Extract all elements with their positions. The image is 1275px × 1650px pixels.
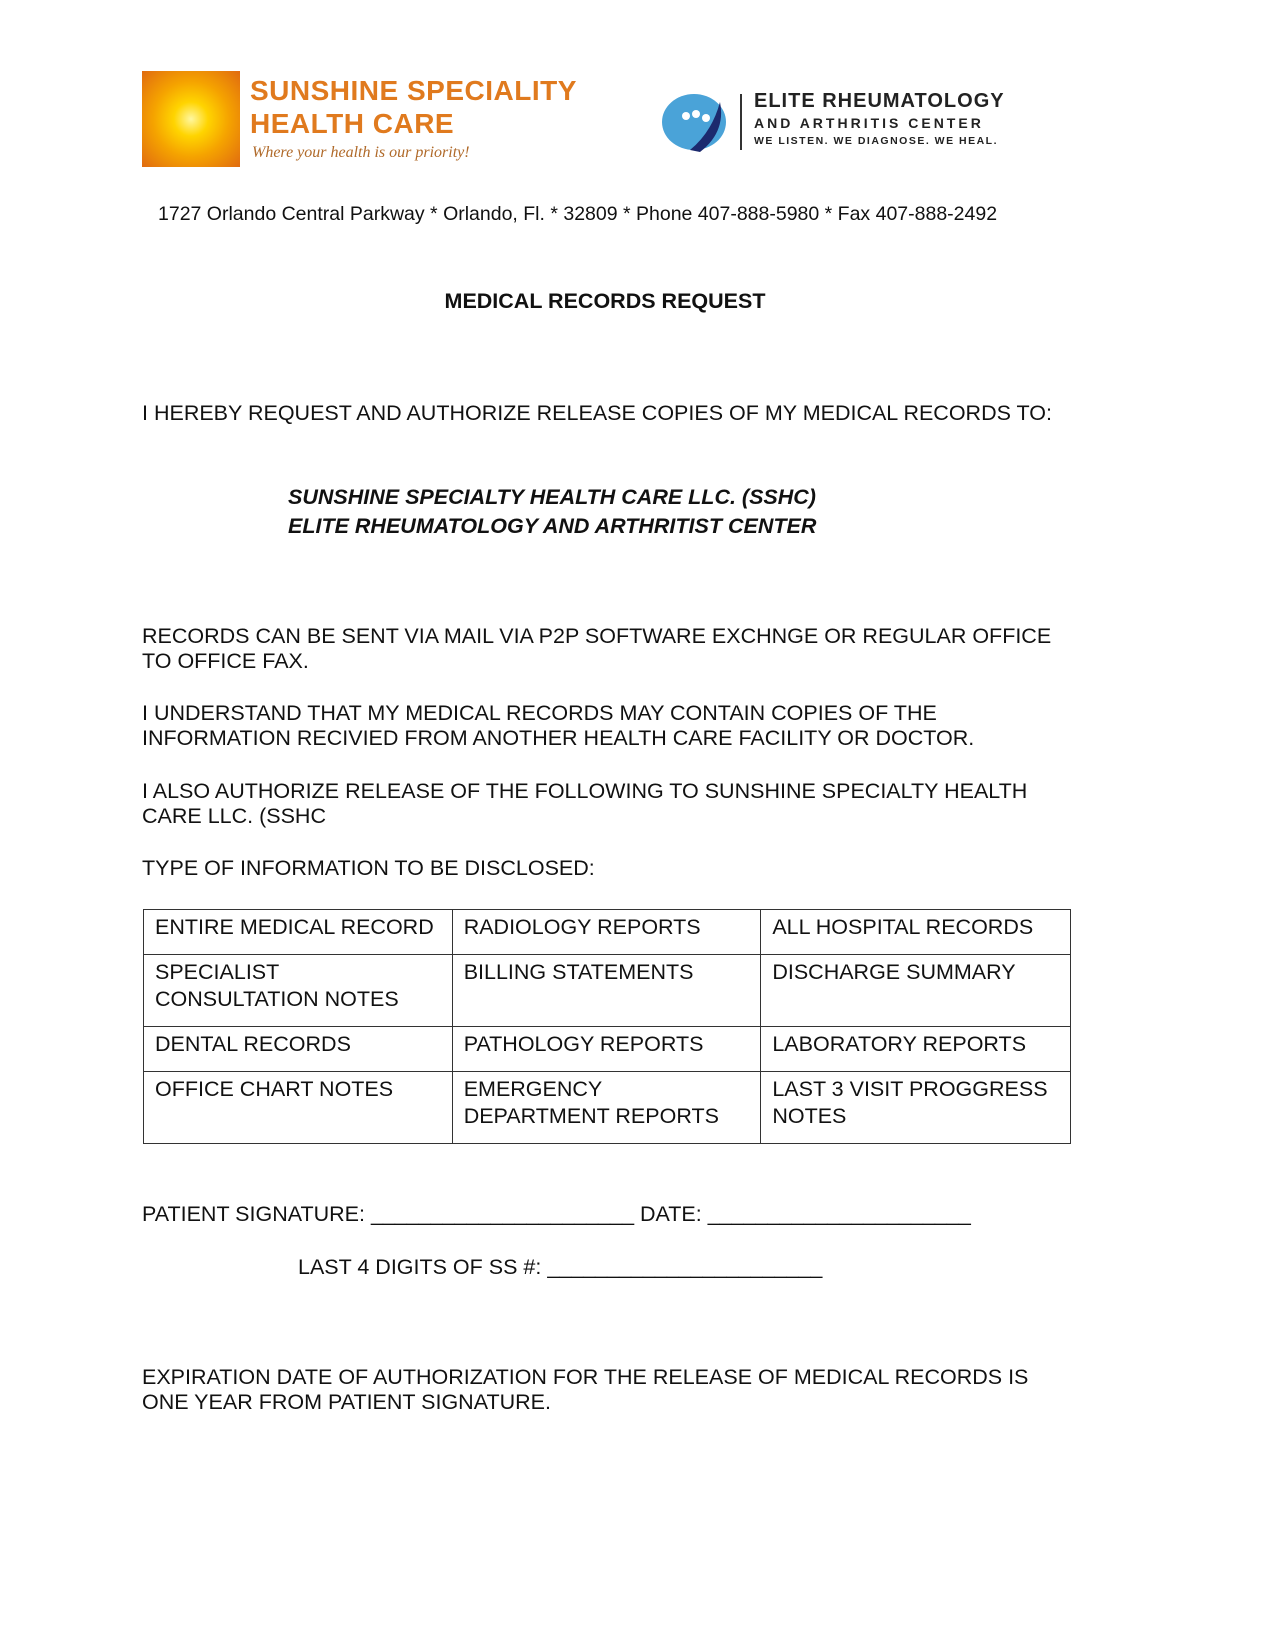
date-line[interactable]: ______________________ — [707, 1202, 971, 1226]
table-row — [144, 955, 1071, 1027]
table-cell: ENTIRE MEDICAL RECORD — [144, 910, 453, 955]
logo-right-line2: AND ARTHRITIS CENTER — [754, 115, 984, 131]
logo-right-line1: ELITE RHEUMATOLOGY — [754, 90, 1005, 112]
logo-left-line1: SUNSHINE SPECIALITY — [250, 75, 577, 106]
table-cell: LABORATORY REPORTS — [761, 1027, 1071, 1072]
table-row — [144, 910, 1071, 955]
info-type-heading: TYPE OF INFORMATION TO BE DISCLOSED: — [142, 856, 595, 880]
ss-field[interactable] — [298, 1255, 822, 1280]
table-cell: PATHOLOGY REPORTS — [452, 1027, 761, 1072]
delivery-paragraph: RECORDS CAN BE SENT VIA MAIL VIA P2P SOFTWARE EXCHNGE OR REGULAR OFFICE TO OFFICE FAX. — [142, 624, 1052, 673]
logo-right-tagline: WE LISTEN. WE DIAGNOSE. WE HEAL. — [754, 135, 999, 147]
recipient-2: ELITE RHEUMATOLOGY AND ARTHRITIST CENTER — [288, 514, 817, 538]
elite-emblem-icon — [660, 92, 728, 152]
patient-signature-field[interactable] — [142, 1202, 971, 1227]
logo-left-line2: HEALTH CARE — [250, 108, 455, 139]
understand-paragraph: I UNDERSTAND THAT MY MEDICAL RECORDS MAY CONTAIN COPIES OF THE INFORMATION RECIVIED FROM ANOTHER HEALTH CARE FACILITY OR DOCTOR. — [142, 701, 975, 750]
table-cell: DISCHARGE SUMMARY — [761, 955, 1071, 1027]
patient-signature-line[interactable]: ______________________ — [370, 1202, 635, 1226]
table-row — [144, 1027, 1071, 1072]
date-label: DATE: — [640, 1202, 702, 1226]
ss-line[interactable]: _______________________ — [547, 1255, 823, 1279]
table-cell: SPECIALIST CONSULTATION NOTES — [144, 955, 453, 1027]
table-cell: DENTAL RECORDS — [144, 1027, 453, 1072]
sun-icon — [142, 71, 240, 167]
logo-left-tagline: Where your health is our priority! — [252, 144, 470, 161]
page-title: MEDICAL RECORDS REQUEST — [444, 289, 766, 313]
table-cell: OFFICE CHART NOTES — [144, 1072, 453, 1144]
sunshine-logo — [142, 71, 597, 167]
table-cell: RADIOLOGY REPORTS — [452, 910, 761, 955]
request-line: I HEREBY REQUEST AND AUTHORIZE RELEASE COPIES OF MY MEDICAL RECORDS TO: — [142, 401, 1052, 425]
recipient-1: SUNSHINE SPECIALTY HEALTH CARE LLC. (SSHC) — [288, 485, 816, 509]
elite-logo — [660, 88, 1080, 156]
table-cell: ALL HOSPITAL RECORDS — [761, 910, 1071, 955]
authorize-paragraph: I ALSO AUTHORIZE RELEASE OF THE FOLLOWING TO SUNSHINE SPECIALTY HEALTH CARE LLC. (SSHC — [142, 779, 1028, 828]
ss-label: LAST 4 DIGITS OF SS #: — [298, 1255, 542, 1279]
records-type-table — [143, 909, 1071, 1144]
patient-signature-label: PATIENT SIGNATURE: — [142, 1202, 365, 1226]
address: 1727 Orlando Central Parkway * Orlando, Fl. * 32809 * Phone 407-888-5980 * Fax 407-888-2492 — [158, 203, 998, 225]
table-cell: LAST 3 VISIT PROGGRESS NOTES — [761, 1072, 1071, 1144]
expiration-notice: EXPIRATION DATE OF AUTHORIZATION FOR THE RELEASE OF MEDICAL RECORDS IS ONE YEAR FROM PATIENT SIGNATURE. — [142, 1365, 1029, 1414]
table-cell: BILLING STATEMENTS — [452, 955, 761, 1027]
table-row — [144, 1072, 1071, 1144]
table-cell: EMERGENCY DEPARTMENT REPORTS — [452, 1072, 761, 1144]
